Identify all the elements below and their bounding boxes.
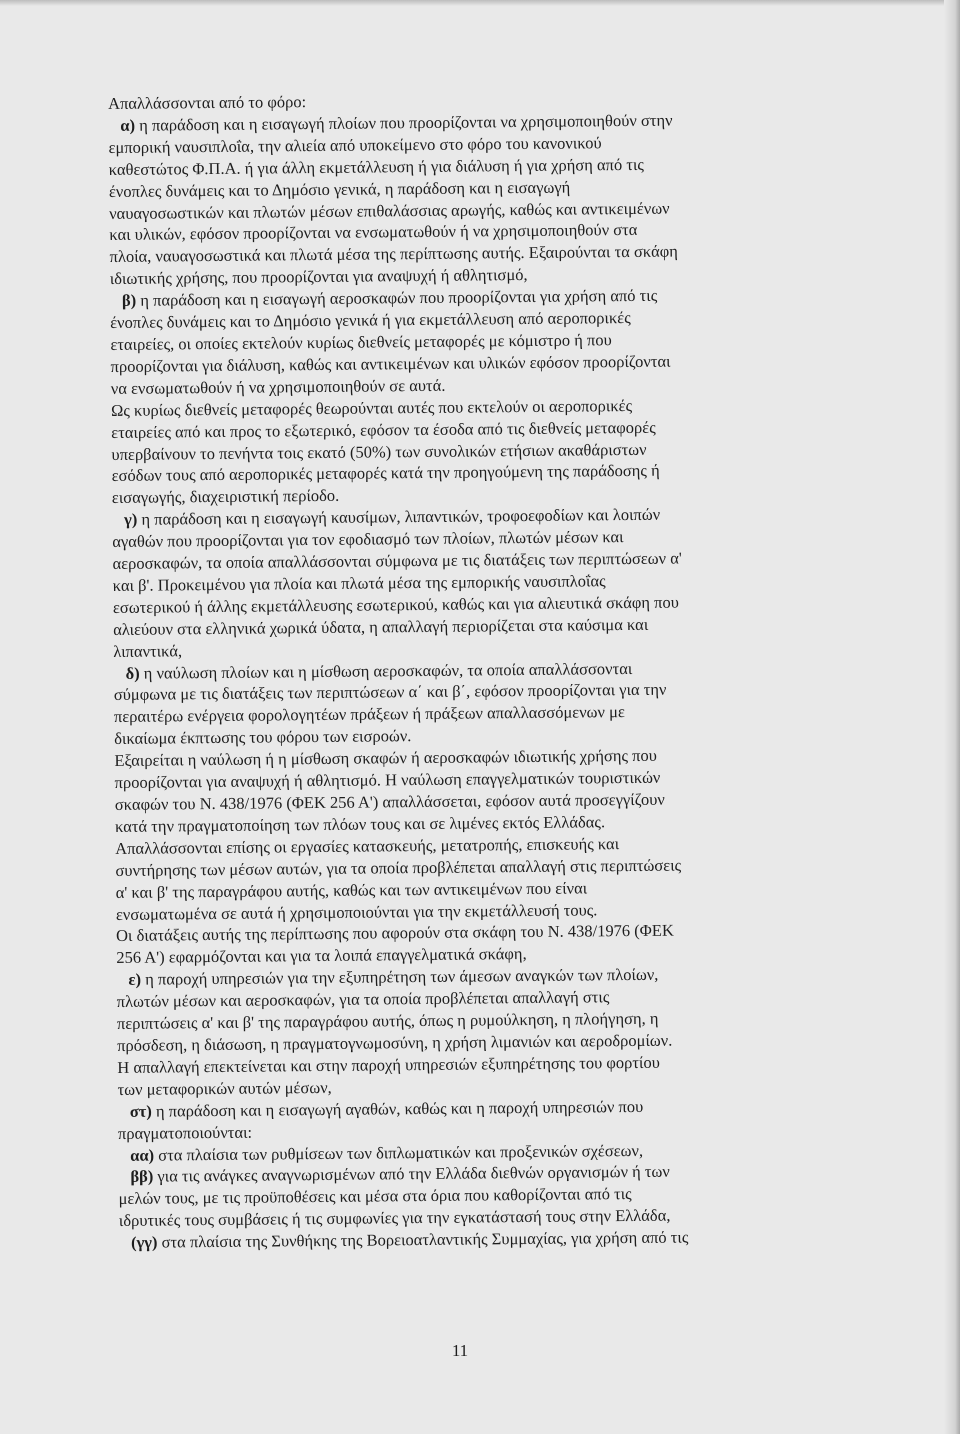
line-text: Απαλλάσσονται επίσης οι εργασίες κατασκευής, μετατροπής, επισκευής και <box>115 833 620 858</box>
line-text: σύμφωνα με τις διατάξεις των περιπτώσεων α΄ και β΄, εφόσον προορίζονται για την <box>113 680 667 705</box>
line-text: η παράδοση και η εισαγωγή αγαθών, καθώς και η παροχή υπηρεσιών που <box>151 1096 644 1121</box>
line-text: η ναύλωση πλοίων και η μίσθωση αεροσκαφών, τα οποία απαλλάσσονται <box>139 658 633 683</box>
line-text: καθεστώτος Φ.Π.Α. ή για άλλη εκμετάλλευση ή για διάλυση ή για χρήση από τις <box>108 154 644 179</box>
list-marker: α) <box>120 115 136 135</box>
line-text: εταιρείες από και προς το εξωτερικό, εφόσον τα έσοδα από τις διεθνείς μεταφορές <box>111 417 656 442</box>
line-text: η παροχή υπηρεσιών για την εξυπηρέτηση των άμεσων αναγκών των πλοίων, <box>140 965 659 989</box>
line-text: κατά την πραγματοποίηση των πλόων τους και σε λιμένες εκτός Ελλάδας. <box>114 812 606 836</box>
list-marker: αα) <box>130 1145 155 1165</box>
line-text: των μεταφορικών αυτών μέσων, <box>117 1077 332 1099</box>
line-text: Οι διατάξεις αυτής της περίπτωσης που αφορούν στα σκάφη του Ν. 438/1976 (ΦΕΚ <box>116 921 674 946</box>
line-text: α' και β' της παραγράφου αυτής, καθώς και των αντικειμένων που είναι <box>115 878 588 902</box>
line-text: ένοπλες δυνάμεις και το Δημόσιο γενικά, η παράδοση και η εισαγωγή <box>108 177 571 201</box>
line-text: η παράδοση και η εισαγωγή αεροσκαφών που προορίζονται για χρήση από τις <box>136 285 658 310</box>
line-text: Απαλλάσσονται από το φόρο: <box>108 92 307 113</box>
line-text: Εξαιρείται η ναύλωση ή η μίσθωση σκαφών ή αεροσκαφών ιδιωτικής χρήσης που <box>114 745 657 771</box>
line-text: προορίζονται για διάλυση, καθώς και αντικειμένων και υλικών εφόσον προορίζονται <box>110 351 671 376</box>
list-marker: ε) <box>128 969 142 990</box>
line-text: περαιτέρω ενέργεια φορολογητέων πράξεων ή πράξεων απαλλασσόμενων με <box>113 702 625 727</box>
line-text: για τις ανάγκες αναγνωρισμένων από την Ελλάδα διεθνών οργανισμών ή των <box>153 1162 670 1187</box>
page-number: 11 <box>451 1341 469 1360</box>
line-text: 256 Α') εφαρμόζονται και για τα λοιπά επαγγελματικά σκάφη, <box>116 944 527 968</box>
line-text: πλωτών μέσων και αεροσκαφών, για τα οποία προβλέπεται απαλλαγή στις <box>116 987 610 1012</box>
line-text: πρόσδεση, η διάσωση, η πραγματογνωμοσύνη, η χρήση λιμανιών και αεροδρομίων. <box>117 1030 673 1055</box>
line-text: συντήρησης των μέσων αυτών, για τα οποία προβλέπεται απαλλαγή στις περιπτώσεις <box>115 855 682 880</box>
document-body <box>108 86 819 1254</box>
line-text: η παράδοση και η εισαγωγή πλοίων που προορίζονται να χρησιμοποιηθούν στην <box>134 110 673 135</box>
line-text: αλιεύουν στα ελληνικά χωρικά ύδατα, η απαλλαγή περιορίζεται στα καύσιμα και <box>113 614 649 639</box>
line-text: εμπορική ναυσιπλοΐα, την αλιεία από υποκείμενο στο φόρο του κανονικού <box>108 133 602 157</box>
line-text: στα πλαίσια της Συνθήκης της Βορειοατλαντικής Συμμαχίας, για χρήση από τις <box>157 1227 689 1252</box>
line-text: η παράδοση και η εισαγωγή καυσίμων, λιπαντικών, τροφοεφοδίων και λοιπών <box>137 504 661 529</box>
line-text: μελών τους, με τις προϋποθέσεις και μέσα στα όρια που καθορίζονται από τις <box>118 1184 632 1209</box>
line-text: εσωτερικού ή άλλης εκμετάλλευσης εσωτερικού, καθώς και για αλιευτικά σκάφη που <box>112 592 679 617</box>
line-text: Ως κυρίως διεθνείς μεταφορές θεωρούνται αυτές που εκτελούν οι αεροπορικές <box>110 395 633 420</box>
list-marker: δ) <box>125 663 140 683</box>
line-text: περιπτώσεις α' και β' της παραγράφου αυτής, όπως η ρυμούλκηση, η πλοήγηση, η <box>116 1008 659 1034</box>
line-text: στα πλαίσια των ρυθμίσεων των διπλωματικών και προξενικών σχέσεων, <box>154 1140 644 1165</box>
line-text: αεροσκαφών, τα οποία απαλλάσσονται σύμφωνα με τις διατάξεις των περιπτώσεων α' <box>112 548 682 574</box>
list-marker: ββ) <box>130 1167 154 1187</box>
line-text: πραγματοποιούνται: <box>117 1122 253 1143</box>
line-text: σκαφών του Ν. 438/1976 (ΦΕΚ 256 Α') απαλλάσσεται, εφόσον αυτά προσεγγίζουν <box>114 789 665 814</box>
list-marker: (γγ) <box>130 1232 158 1252</box>
scan-right-edge <box>944 0 960 1434</box>
line-text: λιπαντικά, <box>113 640 183 661</box>
list-marker: β) <box>121 290 137 311</box>
list-marker: γ) <box>124 509 138 530</box>
line-text: προορίζονται για αναψυχή ή αθλητισμό. Η ναύλωση επαγγελματικών τουριστικών <box>114 767 661 793</box>
line-text: να ενσωματωθούν ή να χρησιμοποιηθούν σε αυτά. <box>110 375 446 398</box>
line-text: ιδρυτικές τους συμβάσεις ή τις συμφωνίες για την εγκατάστασή τους στην Ελλάδα, <box>118 1205 671 1231</box>
line-text: ναυαγοσωστικών και πλωτών μέσων επιθαλάσσιας αρωγής, καθώς και αντικειμένων <box>109 198 670 223</box>
line-text: και υλικών, εφόσον προορίζονται να ενσωματωθούν ή να χρησιμοποιηθούν στα <box>109 220 638 245</box>
scan-top-edge <box>0 0 960 6</box>
line-text: εταιρείες, οι οποίες εκτελούν κυρίως διεθνείς μεταφορές με κόμιστρο ή που <box>110 330 612 354</box>
line-text: αγαθών που προορίζονται για τον εφοδιασμό των πλοίων, πλωτών μέσων και <box>112 527 624 552</box>
line-text: Η απαλλαγή επεκτείνεται και στην παροχή υπηρεσιών εξυπηρέτησης του φορτίου <box>117 1052 660 1077</box>
line-text: ένοπλες δυνάμεις και το Δημόσιο γενικά ή για εκμετάλλευση από αεροπορικές <box>110 308 631 333</box>
line-text: και β'. Προκειμένου για πλοία και πλωτά μέσα της εμπορικής ναυσιπλοΐας <box>112 571 606 595</box>
line-text: δικαίωμα έκπτωσης του φόρου των εισροών. <box>114 726 412 749</box>
line-text: πλοία, ναυαγοσωστικά και πλωτά μέσα της περίπτωσης αυτής. Εξαιρούνται τα σκάφη <box>109 241 678 267</box>
line-text: ενσωματωμένα σε αυτά ή χρησιμοποιούνται για την εκμετάλλευσή τους. <box>115 899 598 924</box>
line-text: εσόδων τους από αεροπορικές μεταφορές κατά την προηγούμενη της παράδοσης ή <box>111 461 660 486</box>
line-text: υπερβαίνουν το πενήντα τοις εκατό (50%) των συνολικών ετήσιων ακαθάριστων <box>111 439 647 464</box>
list-marker: στ) <box>129 1101 152 1121</box>
line-text: ιδιωτικής χρήσης, που προορίζονται για αναψυχή ή αθλητισμό, <box>109 265 528 289</box>
line-text: εισαγωγής, διαχειριστική περίοδο. <box>111 486 340 508</box>
